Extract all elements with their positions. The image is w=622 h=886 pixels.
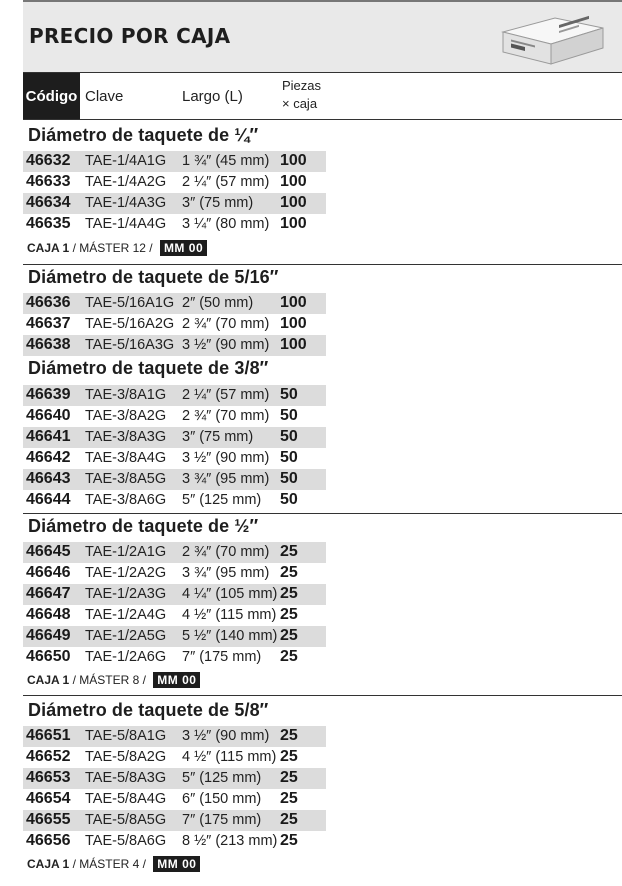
row-clave: TAE-3/8A3G [85, 429, 167, 445]
table-row [23, 584, 326, 605]
row-largo: 2″ (50 mm) [182, 295, 254, 311]
row-clave: TAE-3/8A2G [85, 408, 167, 424]
table-row [23, 406, 326, 427]
row-code: 46634 [26, 194, 71, 211]
row-code: 46648 [26, 606, 71, 623]
row-largo: 4 ¼″ (105 mm) [182, 586, 278, 602]
row-clave: TAE-3/8A6G [85, 492, 167, 508]
row-code: 46637 [26, 315, 71, 332]
row-piezas: 50 [280, 386, 298, 403]
page-title: PRECIO POR CAJA [29, 24, 231, 48]
note-caja: CAJA 1 [27, 673, 70, 687]
row-clave: TAE-5/8A4G [85, 791, 167, 807]
row-piezas: 50 [280, 428, 298, 445]
row-largo: 2 ¾″ (70 mm) [182, 316, 270, 332]
table-row [23, 726, 326, 747]
note-mm-badge: MM 00 [153, 856, 200, 872]
section-title-fraction: 5/8″ [234, 700, 269, 720]
row-largo: 5″ (125 mm) [182, 770, 262, 786]
section-title-text: Diámetro de taquete de [28, 516, 235, 536]
column-header-largo: Largo (L) [182, 88, 243, 105]
table-row [23, 151, 326, 172]
row-code: 46644 [26, 491, 71, 508]
row-code: 46641 [26, 428, 71, 445]
row-largo: 2 ¾″ (70 mm) [182, 544, 270, 560]
row-clave: TAE-1/2A6G [85, 649, 167, 665]
row-piezas: 50 [280, 407, 298, 424]
packaging-note [27, 672, 200, 688]
row-piezas: 25 [280, 543, 298, 560]
row-piezas: 25 [280, 748, 298, 765]
table-row [23, 831, 326, 852]
section-divider [23, 264, 622, 265]
note-mm-badge: MM 00 [160, 240, 207, 256]
row-code: 46632 [26, 152, 71, 169]
section-divider [23, 695, 622, 696]
note-master: / MÁSTER 8 / [69, 673, 150, 687]
note-master: / MÁSTER 4 / [69, 857, 150, 871]
row-clave: TAE-5/8A2G [85, 749, 167, 765]
table-row [23, 789, 326, 810]
column-header-piezas-line2: × caja [282, 96, 318, 111]
row-largo: 8 ½″ (213 mm) [182, 833, 278, 849]
row-largo: 3 ½″ (90 mm) [182, 728, 270, 744]
table-row [23, 747, 326, 768]
note-caja: CAJA 1 [27, 857, 70, 871]
section-title [28, 358, 268, 379]
row-largo: 2 ¾″ (70 mm) [182, 408, 270, 424]
row-code: 46653 [26, 769, 71, 786]
section-title [28, 125, 258, 146]
table-row [23, 172, 326, 193]
row-clave: TAE-3/8A1G [85, 387, 167, 403]
row-clave: TAE-5/16A1G [85, 295, 175, 311]
row-piezas: 50 [280, 491, 298, 508]
row-largo: 1 ¾″ (45 mm) [182, 153, 270, 169]
table-row [23, 293, 326, 314]
row-clave: TAE-1/4A2G [85, 174, 167, 190]
row-piezas: 25 [280, 627, 298, 644]
row-code: 46638 [26, 336, 71, 353]
row-piezas: 25 [280, 585, 298, 602]
section-title-text: Diámetro de taquete de [28, 125, 235, 145]
row-largo: 2 ¼″ (57 mm) [182, 387, 270, 403]
table-row [23, 768, 326, 789]
section-title-fraction: 5/16″ [234, 267, 279, 287]
table-row [23, 626, 326, 647]
row-piezas: 100 [280, 336, 307, 353]
section-title-fraction: 3/8″ [234, 358, 269, 378]
row-code: 46656 [26, 832, 71, 849]
row-code: 46639 [26, 386, 71, 403]
section-title [28, 267, 279, 288]
row-clave: TAE-5/16A2G [85, 316, 175, 332]
table-row [23, 427, 326, 448]
row-clave: TAE-1/2A4G [85, 607, 167, 623]
section-divider [23, 513, 622, 514]
row-clave: TAE-1/4A1G [85, 153, 167, 169]
table-row [23, 469, 326, 490]
note-mm-badge: MM 00 [153, 672, 200, 688]
table-row [23, 214, 326, 235]
row-piezas: 25 [280, 727, 298, 744]
section-title-text: Diámetro de taquete de [28, 700, 235, 720]
row-clave: TAE-3/8A4G [85, 450, 167, 466]
row-code: 46652 [26, 748, 71, 765]
row-clave: TAE-5/8A1G [85, 728, 167, 744]
row-piezas: 25 [280, 648, 298, 665]
row-code: 46636 [26, 294, 71, 311]
row-piezas: 25 [280, 790, 298, 807]
row-clave: TAE-5/8A5G [85, 812, 167, 828]
row-largo: 3 ¼″ (80 mm) [182, 216, 270, 232]
table-row [23, 810, 326, 831]
row-code: 46654 [26, 790, 71, 807]
table-row [23, 542, 326, 563]
table-row [23, 647, 326, 668]
row-piezas: 25 [280, 606, 298, 623]
row-clave: TAE-1/2A1G [85, 544, 167, 560]
table-row [23, 385, 326, 406]
row-code: 46649 [26, 627, 71, 644]
row-code: 46643 [26, 470, 71, 487]
table-row [23, 448, 326, 469]
section-title-fraction: ¼″ [234, 125, 259, 145]
row-piezas: 100 [280, 215, 307, 232]
table-row [23, 193, 326, 214]
row-code: 46633 [26, 173, 71, 190]
table-row [23, 335, 326, 356]
row-code: 46640 [26, 407, 71, 424]
column-header-clave: Clave [85, 88, 124, 105]
section-title [28, 700, 268, 721]
row-clave: TAE-1/4A3G [85, 195, 167, 211]
column-header-codigo: Código [23, 73, 80, 120]
row-code: 46646 [26, 564, 71, 581]
row-largo: 2 ¼″ (57 mm) [182, 174, 270, 190]
row-code: 46651 [26, 727, 71, 744]
row-code: 46642 [26, 449, 71, 466]
row-largo: 7″ (175 mm) [182, 649, 262, 665]
section-divider [23, 119, 622, 120]
row-piezas: 25 [280, 832, 298, 849]
row-largo: 3 ¾″ (95 mm) [182, 565, 270, 581]
row-piezas: 100 [280, 194, 307, 211]
row-piezas: 100 [280, 315, 307, 332]
row-piezas: 25 [280, 564, 298, 581]
row-code: 46650 [26, 648, 71, 665]
box-image [497, 10, 609, 68]
table-row [23, 605, 326, 626]
row-largo: 3 ¾″ (95 mm) [182, 471, 270, 487]
note-caja: CAJA 1 [27, 241, 70, 255]
row-code: 46647 [26, 585, 71, 602]
row-largo: 5 ½″ (140 mm) [182, 628, 278, 644]
row-piezas: 25 [280, 769, 298, 786]
row-code: 46655 [26, 811, 71, 828]
column-header-piezas-line1: Piezas [282, 78, 322, 93]
row-clave: TAE-5/16A3G [85, 337, 175, 353]
row-largo: 7″ (175 mm) [182, 812, 262, 828]
header-band [23, 0, 622, 72]
row-largo: 4 ½″ (115 mm) [182, 749, 277, 765]
section-title-text: Diámetro de taquete de [28, 358, 235, 378]
row-clave: TAE-5/8A6G [85, 833, 167, 849]
row-clave: TAE-5/8A3G [85, 770, 167, 786]
row-largo: 3″ (75 mm) [182, 429, 254, 445]
table-row [23, 314, 326, 335]
row-largo: 5″ (125 mm) [182, 492, 262, 508]
column-header-piezas [282, 77, 321, 113]
section-title [28, 516, 258, 537]
row-largo: 3 ½″ (90 mm) [182, 337, 270, 353]
row-code: 46635 [26, 215, 71, 232]
row-piezas: 100 [280, 173, 307, 190]
section-title-fraction: ½″ [234, 516, 259, 536]
row-code: 46645 [26, 543, 71, 560]
section-title-text: Diámetro de taquete de [28, 267, 235, 287]
row-piezas: 50 [280, 449, 298, 466]
packaging-note [27, 240, 207, 256]
row-clave: TAE-1/2A5G [85, 628, 167, 644]
row-piezas: 100 [280, 294, 307, 311]
row-largo: 3 ½″ (90 mm) [182, 450, 270, 466]
row-largo: 6″ (150 mm) [182, 791, 262, 807]
packaging-note [27, 856, 200, 872]
table-row [23, 490, 326, 511]
row-clave: TAE-3/8A5G [85, 471, 167, 487]
column-header [23, 72, 622, 119]
row-largo: 3″ (75 mm) [182, 195, 254, 211]
row-clave: TAE-1/4A4G [85, 216, 167, 232]
row-clave: TAE-1/2A3G [85, 586, 167, 602]
row-largo: 4 ½″ (115 mm) [182, 607, 277, 623]
row-piezas: 25 [280, 811, 298, 828]
row-clave: TAE-1/2A2G [85, 565, 167, 581]
row-piezas: 100 [280, 152, 307, 169]
table-row [23, 563, 326, 584]
note-master: / MÁSTER 12 / [69, 241, 156, 255]
row-piezas: 50 [280, 470, 298, 487]
